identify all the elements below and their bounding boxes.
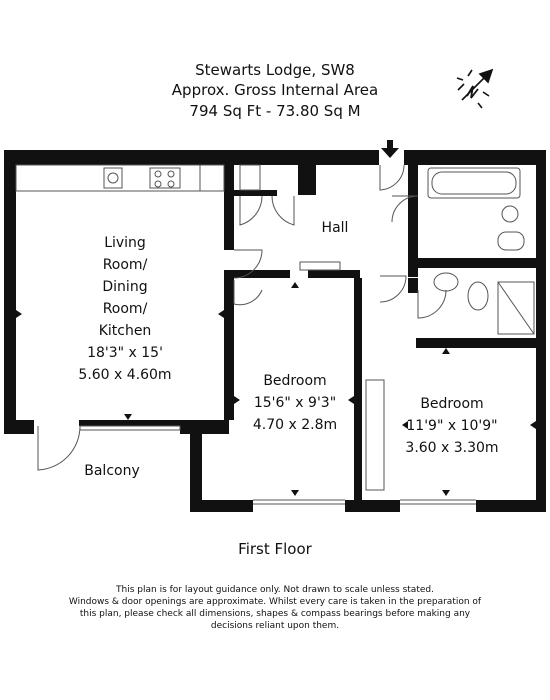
living-imperial: 18'3" x 15' <box>87 345 163 361</box>
disclaimer-line-1: This plan is for layout guidance only. Not drawn to scale unless stated. <box>116 585 434 595</box>
property-title: Stewarts Lodge, SW8 <box>195 61 355 79</box>
living-label-5: Kitchen <box>98 323 152 339</box>
bedroom1-imperial: 15'6" x 9'3" <box>253 395 337 411</box>
bedroom2-imperial: 11'9" x 10'9" <box>406 418 498 434</box>
disclaimer <box>60 584 490 632</box>
bedroom1-name: Bedroom <box>263 373 327 389</box>
north-arrow-icon <box>457 70 492 108</box>
area-label: Approx. Gross Internal Area <box>171 81 379 99</box>
room-bedroom-1 <box>240 370 350 436</box>
entry-arrow-icon <box>381 140 399 158</box>
living-label-2: Room/ <box>102 257 148 273</box>
room-bedroom-2 <box>392 393 512 459</box>
bedroom2-metric: 3.60 x 3.30m <box>405 440 499 456</box>
living-label-3: Dining <box>102 279 148 295</box>
living-label-1: Living <box>104 235 146 251</box>
floor-label: First Floor <box>238 540 312 558</box>
disclaimer-line-3: this plan, please check all dimensions, shapes & compass bearings before making any <box>79 609 471 619</box>
room-living <box>70 232 180 386</box>
living-label-4: Room/ <box>102 301 148 317</box>
living-metric: 5.60 x 4.60m <box>78 367 172 383</box>
disclaimer-line-2: Windows & door openings are approximate. Whilst every care is taken in the preparation of <box>68 597 482 607</box>
room-hall: Hall <box>321 220 349 236</box>
room-balcony: Balcony <box>84 463 140 479</box>
bedroom1-metric: 4.70 x 2.8m <box>252 417 338 433</box>
disclaimer-line-4: decisions reliant upon them. <box>210 621 340 631</box>
area-value: 794 Sq Ft - 73.80 Sq M <box>189 102 361 120</box>
bedroom2-name: Bedroom <box>420 396 484 412</box>
